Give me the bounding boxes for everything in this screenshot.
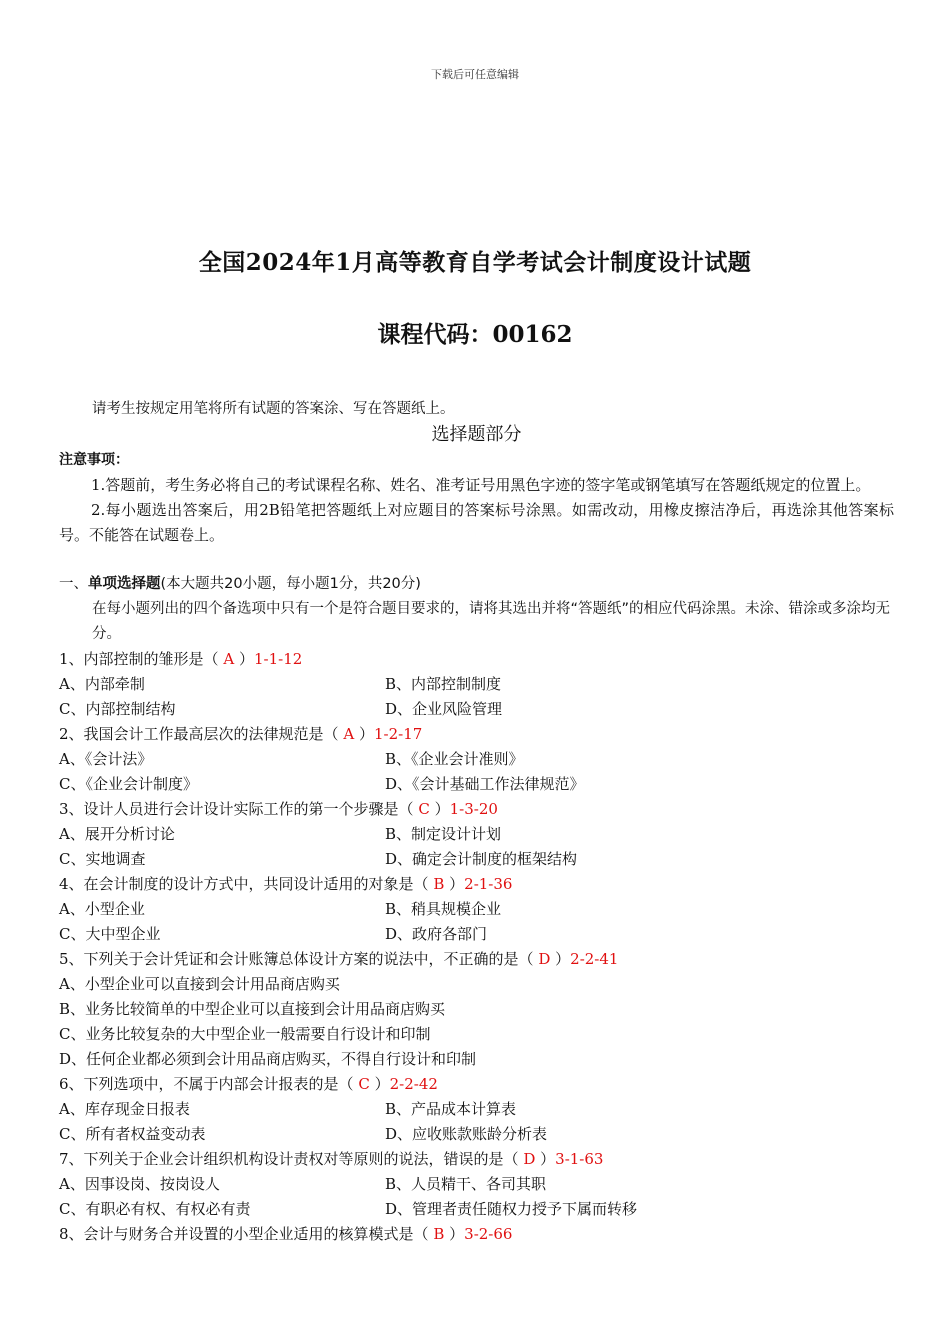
answer-2: A — [343, 725, 355, 743]
page-title: 全国2024年1月高等教育自学考试会计制度设计试题 — [198, 249, 752, 276]
section-title: 选择题部分 — [431, 424, 522, 445]
notes-item-2: 2.每小题选出答案后，用2B铅笔把答题纸上对应题目的答案标号涂黑。如需改动，用橡皮擦洁净后，再选涂其他答案标号。不能答在试题卷上。 — [59, 501, 894, 544]
option-5b: B、业务比较简单的中型企业可以直接到会计用品商店购买 — [59, 1000, 446, 1018]
course-code: 课程代码：00162 — [377, 321, 573, 348]
option-3b: B、制定设计计划 — [385, 825, 502, 843]
option-1b: B、内部控制制度 — [385, 675, 502, 693]
option-4b: B、稍具规模企业 — [385, 900, 502, 918]
option-5d: D、任何企业都必须到会计用品商店购买，不得自行设计和印制 — [59, 1050, 477, 1068]
question-2: 2、我国会计工作最高层次的法律规范是（ A ）1-2-17 — [59, 725, 423, 743]
part1-heading: 一、单项选择题(本大题共20小题，每小题1分，共20分) — [59, 576, 421, 592]
ref-6: 2-2-42 — [389, 1075, 438, 1093]
option-7a: A、因事设岗、按岗设人 — [59, 1175, 220, 1193]
answer-3: C — [418, 800, 430, 818]
answer-4: B — [433, 875, 445, 893]
part1-description: 在每小题列出的四个备选项中只有一个是符合题目要求的，请将其选出并将“答题纸”的相应代码涂黑。未涂、错涂或多涂均无分。 — [92, 601, 891, 642]
ref-3: 1-3-20 — [449, 800, 498, 818]
question-5: 5、下列关于会计凭证和会计账簿总体设计方案的说法中，不正确的是（ D ）2-2-41 — [59, 950, 619, 968]
answer-7: D — [523, 1150, 536, 1168]
ref-4: 2-1-36 — [464, 875, 513, 893]
option-7c: C、有职必有权、有权必有责 — [59, 1200, 251, 1218]
option-7b: B、人员精干、各司其职 — [385, 1175, 547, 1193]
option-6a: A、库存现金日报表 — [59, 1100, 190, 1118]
notes-title: 注意事项： — [59, 452, 129, 468]
option-4a: A、小型企业 — [59, 900, 145, 918]
answer-5: D — [538, 950, 551, 968]
header-note: 下载后可任意编辑 — [431, 68, 519, 81]
question-7: 7、下列关于企业会计组织机构设计责权对等原则的说法，错误的是（ D ）3-1-63 — [59, 1150, 604, 1168]
question-4: 4、在会计制度的设计方式中，共同设计适用的对象是（ B ）2-1-36 — [59, 875, 513, 893]
question-6: 6、下列选项中，不属于内部会计报表的是（ C ）2-2-42 — [59, 1075, 438, 1093]
ref-1: 1-1-12 — [253, 650, 303, 668]
option-3c: C、实地调查 — [59, 850, 146, 868]
notes-item-1: 1.答题前，考生务必将自己的考试课程名称、姓名、准考证号用黑色字迹的签字笔或钢笔填写在答题纸规定的位置上。 — [91, 476, 871, 494]
intro-text: 请考生按规定用笔将所有试题的答案涂、写在答题纸上。 — [92, 401, 455, 417]
option-1c: C、内部控制结构 — [59, 700, 176, 718]
ref-2: 1-2-17 — [373, 725, 423, 743]
option-6c: C、所有者权益变动表 — [59, 1125, 206, 1143]
option-2a: A、《会计法》 — [59, 750, 153, 768]
ref-7: 3-1-63 — [555, 1150, 604, 1168]
option-5c: C、业务比较复杂的大中型企业一般需要自行设计和印制 — [59, 1025, 431, 1043]
option-3d: D、确定会计制度的框架结构 — [385, 850, 578, 868]
question-1: 1、内部控制的雏形是（ A ）1-1-12 — [59, 650, 303, 668]
option-3a: A、展开分析讨论 — [59, 825, 175, 843]
option-1d: D、企业风险管理 — [385, 700, 503, 718]
question-3: 3、设计人员进行会计设计实际工作的第一个步骤是（ C ）1-3-20 — [59, 800, 498, 818]
option-2d: D、《会计基础工作法律规范》 — [385, 775, 585, 793]
exam-content — [59, 397, 894, 1247]
option-5a: A、小型企业可以直接到会计用品商店购买 — [59, 975, 340, 993]
option-4d: D、政府各部门 — [385, 925, 488, 943]
answer-1: A — [223, 650, 235, 668]
question-8: 8、会计与财务合并设置的小型企业适用的核算模式是（ B ）3-2-66 — [59, 1225, 513, 1243]
answer-6: C — [358, 1075, 370, 1093]
option-2c: C、《企业会计制度》 — [59, 775, 198, 793]
option-2b: B、《企业会计准则》 — [385, 750, 524, 768]
ref-8: 3-2-66 — [464, 1225, 513, 1243]
option-6d: D、应收账款账龄分析表 — [385, 1125, 548, 1143]
option-7d: D、管理者责任随权力授予下属而转移 — [385, 1200, 638, 1218]
option-4c: C、大中型企业 — [59, 925, 161, 943]
answer-8: B — [433, 1225, 445, 1243]
option-6b: B、产品成本计算表 — [385, 1100, 517, 1118]
ref-5: 2-2-41 — [570, 950, 619, 968]
option-1a: A、内部牵制 — [59, 675, 145, 693]
